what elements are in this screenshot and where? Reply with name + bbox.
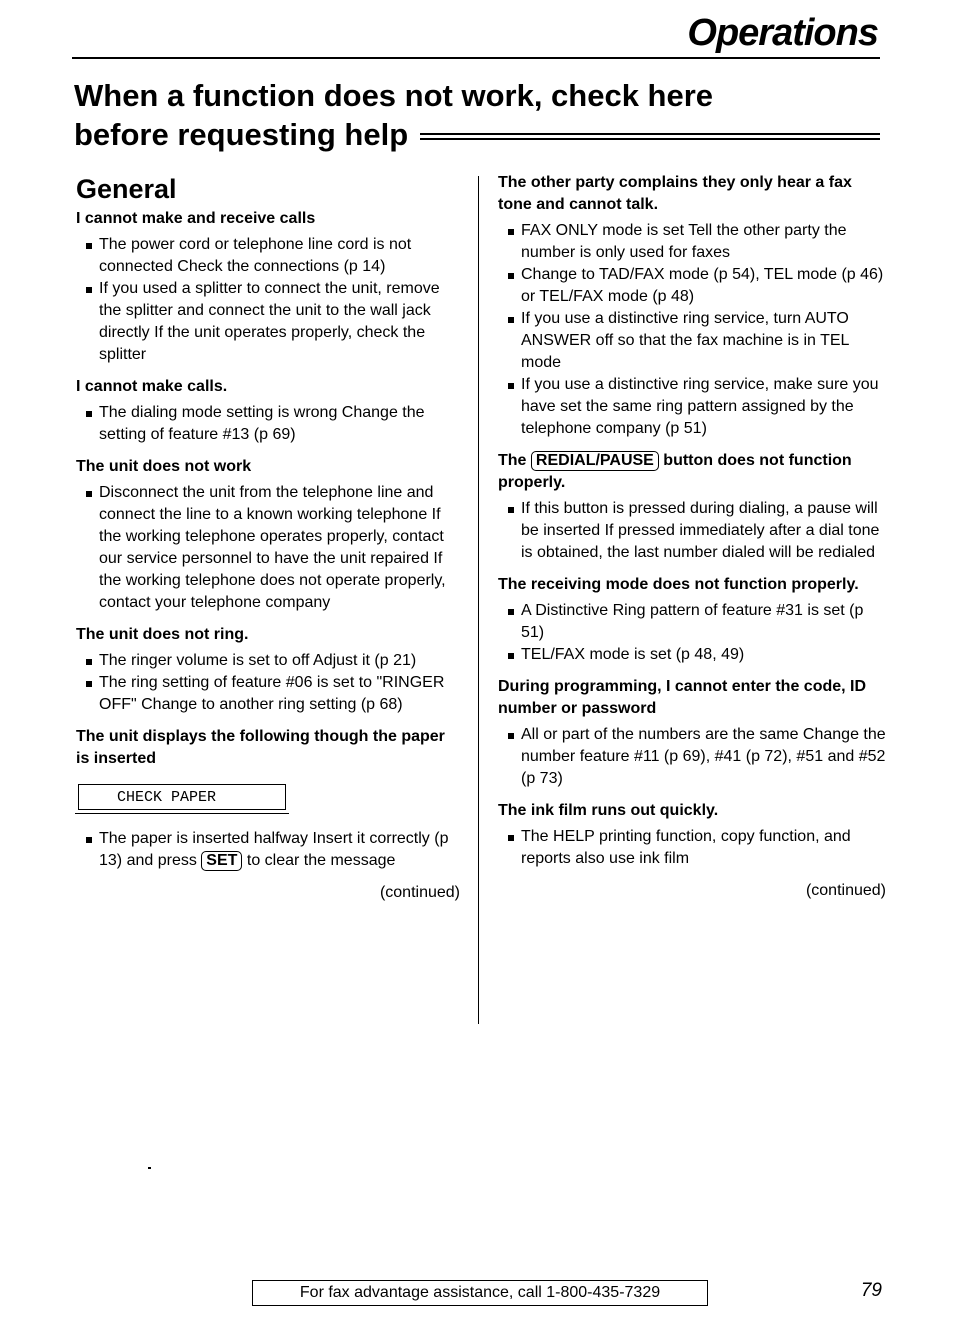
troubleshoot-group xyxy=(76,726,460,872)
section-title-general: General xyxy=(76,174,177,204)
continued-note: (continued) xyxy=(805,882,886,899)
troubleshoot-group xyxy=(498,172,886,440)
list-item: The dialing mode setting is wrong Change the setting of feature #13 (p 69) xyxy=(99,402,460,446)
main-heading-line2: before requesting help xyxy=(74,117,409,152)
column-divider xyxy=(478,176,479,1024)
list-item: The power cord or telephone line cord is not connected Check the connections (p 14) xyxy=(99,234,460,278)
stray-mark xyxy=(148,1167,151,1169)
main-heading xyxy=(74,76,880,154)
list-item-text: The paper is inserted halfway Insert it correctly (p 13) and press xyxy=(99,830,449,869)
question-heading: The unit does not work xyxy=(76,458,252,475)
page-number: 79 xyxy=(860,1280,882,1301)
list-item: If this button is pressed during dialing, a pause will be inserted If pressed immediately after a dial tone is obtained, the last number dialed will be redialed xyxy=(521,498,886,564)
question-heading: During programming, I cannot enter the code, ID number or password xyxy=(498,678,867,717)
list-item: A Distinctive Ring pattern of feature #31 is set (p 51) xyxy=(521,600,886,644)
header-rule xyxy=(72,57,880,59)
list-item: The ringer volume is set to off Adjust it (p 21) xyxy=(99,650,460,672)
question-heading: I cannot make and receive calls xyxy=(76,210,316,227)
right-column xyxy=(498,172,886,902)
list-item: FAX ONLY mode is set Tell the other party the number is only used for faxes xyxy=(521,220,886,264)
question-heading: The unit displays the following though the paper is inserted xyxy=(76,728,445,767)
troubleshoot-group xyxy=(498,574,886,666)
redial-pause-key-icon: REDIAL/PAUSE xyxy=(531,451,659,471)
question-heading: The unit does not ring. xyxy=(76,626,249,643)
continued-note: (continued) xyxy=(379,884,460,901)
left-column xyxy=(76,172,460,904)
question-heading xyxy=(498,450,886,494)
assistance-footer: For fax advantage assistance, call 1-800-435-7329 xyxy=(252,1280,708,1306)
question-text: The xyxy=(498,452,527,469)
list-item: Change to TAD/FAX mode (p 54), TEL mode (p 46) or TEL/FAX mode (p 48) xyxy=(521,264,886,308)
question-heading: The ink film runs out quickly. xyxy=(498,802,719,819)
main-heading-line1: When a function does not work, check here xyxy=(74,78,714,113)
troubleshoot-group xyxy=(498,800,886,870)
list-item: Disconnect the unit from the telephone line and connect the line to a known working telephone If the working telephone operates properly, contact our service personnel to have the unit repaired If the working telephone does not operate properly, contact your telephone company xyxy=(99,482,460,614)
troubleshoot-group xyxy=(76,456,460,614)
question-heading: The other party complains they only hear a fax tone and cannot talk. xyxy=(498,174,852,213)
list-item: If you use a distinctive ring service, turn AUTO ANSWER off so that the fax machine is in TEL mode xyxy=(521,308,886,374)
list-item: The HELP printing function, copy function, and reports also use ink film xyxy=(521,826,886,870)
list-item: If you used a splitter to connect the unit, remove the splitter and connect the unit to the wall jack directly If the unit operates properly, check the splitter xyxy=(99,278,460,366)
troubleshoot-group xyxy=(498,676,886,790)
set-key-icon: SET xyxy=(201,851,242,871)
troubleshoot-group xyxy=(76,376,460,446)
list-item: TEL/FAX mode is set (p 48, 49) xyxy=(521,644,886,666)
question-heading: I cannot make calls. xyxy=(76,378,228,395)
page-section-title: Operations xyxy=(687,12,878,54)
troubleshoot-group xyxy=(498,450,886,564)
troubleshoot-group xyxy=(76,208,460,366)
lcd-display: CHECK PAPER xyxy=(78,784,286,810)
heading-rules xyxy=(420,133,880,143)
list-item: The ring setting of feature #06 is set to "RINGER OFF" Change to another ring setting (p 68) xyxy=(99,672,460,716)
question-heading: The receiving mode does not function properly. xyxy=(498,576,859,593)
list-item xyxy=(99,828,460,872)
list-item: All or part of the numbers are the same Change the number feature #11 (p 69), #41 (p 72), #51 and #52 (p 73) xyxy=(521,724,886,790)
troubleshoot-group xyxy=(76,624,460,716)
list-item-text: to clear the message xyxy=(246,852,396,869)
list-item: If you use a distinctive ring service, make sure you have set the same ring pattern assigned by the telephone company (p 51) xyxy=(521,374,886,440)
question-text: button does not function properly. xyxy=(498,452,852,491)
